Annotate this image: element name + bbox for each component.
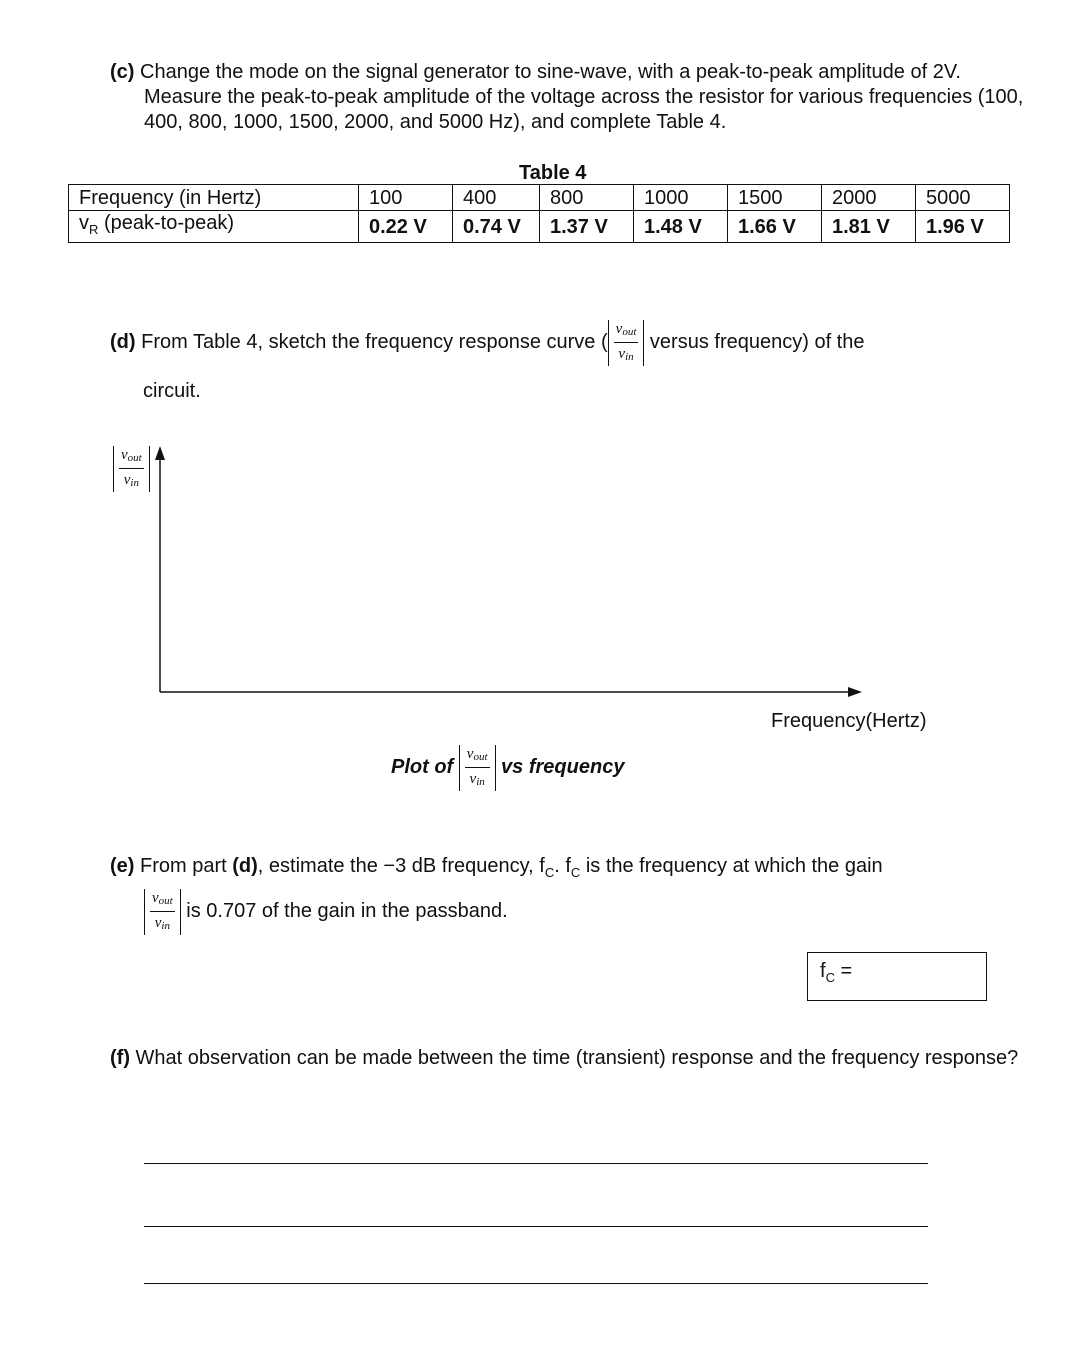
frequency-cell: 5000: [916, 185, 1010, 211]
gain-ratio: $\frac{v_{out}}{v_{in}}$: [608, 320, 645, 366]
plot-caption: Plot of $\frac{v_{out}}{v_{in}}$ vs frequency: [391, 736, 624, 798]
y-axis-arrow: [155, 446, 165, 460]
part-f-label: (f): [110, 1047, 130, 1069]
plot-caption-ratio: $\frac{v_{out}}{v_{in}}$: [459, 745, 496, 791]
part-d-label: (d): [110, 331, 136, 353]
gain-ratio-e: $\frac{v_{out}}{v_{in}}$: [144, 889, 181, 935]
part-f-question: (f) What observation can be made between the time (transient) response and the frequency response?: [110, 1047, 1019, 1069]
part-c-text: Change the mode on the signal generator to sine-wave, with a peak-to-peak amplitude of 2V. Measure the peak-to-peak amplitude of the voltage across the resistor for various frequencies (100, 400, 800, 1000, 1500, 2000, and 5000 Hz), and complete Table 4.: [134, 61, 1024, 133]
part-e-question: (e) From part (d), estimate the −3 dB frequency, $f_C$. $f_C$ is the frequency at which the gain: [110, 855, 883, 880]
part-d-line-2: circuit.: [143, 380, 201, 402]
x-axis-label: Frequency(Hertz): [771, 710, 927, 732]
voltage-row-header: $v_R$ (peak-to-peak): [69, 211, 359, 243]
part-e-line-2: $\frac{v_{out}}{v_{in}}$ is 0.707 of the gain in the passband.: [144, 882, 508, 940]
voltage-cell: 1.66 V: [728, 211, 822, 243]
voltage-cell: 1.96 V: [916, 211, 1010, 243]
frequency-cell: 400: [453, 185, 540, 211]
voltage-cell: 1.37 V: [540, 211, 634, 243]
table-4-caption: Table 4: [519, 162, 587, 184]
answer-line[interactable]: [144, 1283, 928, 1284]
y-axis-label: $\frac{v_{out}}{v_{in}}$: [113, 446, 150, 492]
frequency-cell: 1000: [634, 185, 728, 211]
frequency-cell: 100: [359, 185, 453, 211]
answer-line[interactable]: [144, 1226, 928, 1227]
part-d-question: (d) From Table 4, sketch the frequency response curve ( $\frac{v_{out}}{v_{in}}$ versus frequency) of the: [110, 314, 1010, 370]
voltage-cell: 0.74 V: [453, 211, 540, 243]
part-e-label: (e): [110, 855, 135, 877]
voltage-cell: 0.22 V: [359, 211, 453, 243]
answer-line[interactable]: [144, 1163, 928, 1164]
frequency-row-header: Frequency (in Hertz): [69, 185, 359, 211]
frequency-cell: 2000: [822, 185, 916, 211]
part-c-label: (c): [110, 61, 135, 83]
frequency-cell: 800: [540, 185, 634, 211]
voltage-cell: 1.48 V: [634, 211, 728, 243]
voltage-cell: 1.81 V: [822, 211, 916, 243]
fc-answer-box[interactable]: $f_C$ =: [807, 952, 987, 1001]
x-axis-arrow: [848, 687, 862, 697]
frequency-cell: 1500: [728, 185, 822, 211]
